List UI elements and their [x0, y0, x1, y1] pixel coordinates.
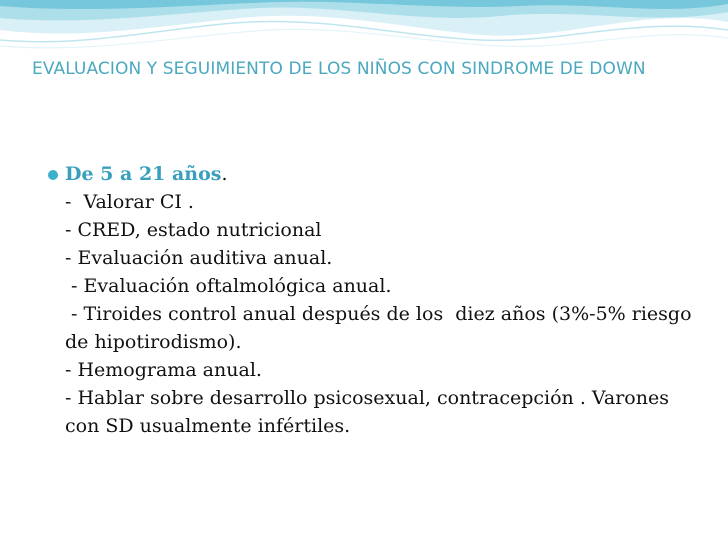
list-item-desarrollo-psicosexual: - Hablar sobre desarrollo psicosexual, contracepción . Varones con SD usualmente infértiles. — [65, 387, 676, 437]
list-item-valorar-ci: - Valorar CI . — [65, 191, 194, 213]
slide-content — [48, 160, 708, 440]
bullet-heading-row — [48, 160, 708, 188]
list-item-tiroides: - Tiroides control anual después de los diez años (3%-5% riesgo de hipotirodismo). — [65, 303, 698, 353]
wave-banner — [0, 0, 728, 60]
bullet-heading-punct: . — [221, 163, 228, 185]
list-item-cred: - CRED, estado nutricional — [65, 219, 322, 241]
list-item-hemograma: - Hemograma anual. — [65, 359, 262, 381]
sub-list — [48, 188, 708, 440]
bullet-heading: De 5 a 21 años — [65, 163, 222, 185]
slide-title: EVALUACION Y SEGUIMIENTO DE LOS NIÑOS CON SINDROME DE DOWN — [32, 59, 646, 79]
list-item-evaluacion-oftalmologica: - Evaluación oftalmológica anual. — [65, 275, 392, 297]
bullet-dot-icon — [48, 170, 58, 180]
list-item-evaluacion-auditiva: - Evaluación auditiva anual. — [65, 247, 333, 269]
